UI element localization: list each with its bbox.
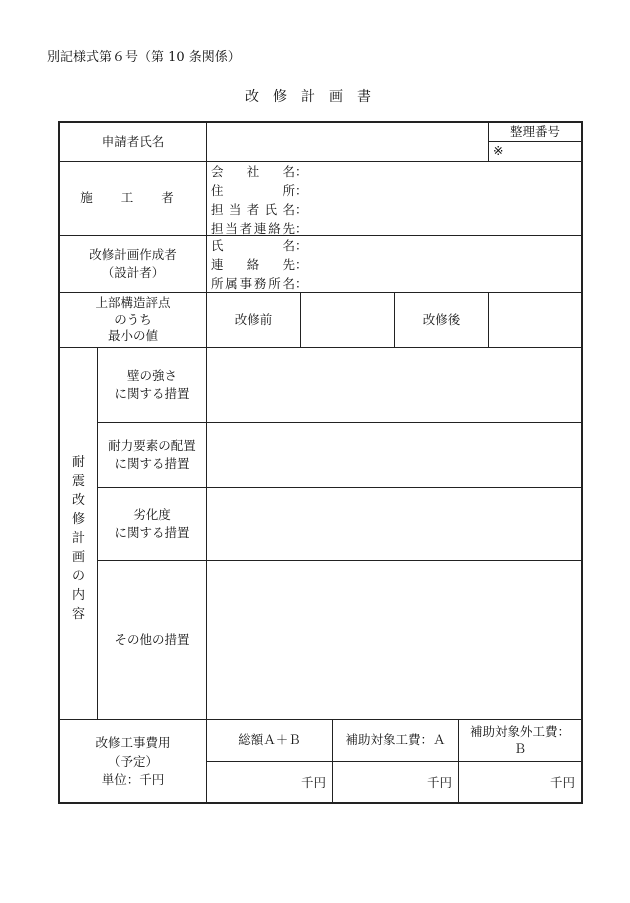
designer-label: 改修計画作成者 （設計者） xyxy=(89,246,177,280)
score-before-field[interactable] xyxy=(301,293,394,347)
score-label: 上部構造評点 のうち 最小の値 xyxy=(95,294,171,344)
wall-strength-field[interactable] xyxy=(207,348,581,422)
deterioration-field[interactable] xyxy=(207,488,581,560)
designer-name-field[interactable]: 氏名： xyxy=(211,238,308,253)
element-layout-field[interactable] xyxy=(207,423,581,487)
page-title: 改修計画書 xyxy=(245,89,385,105)
designer-office-field[interactable]: 所属事務所名： xyxy=(211,276,308,291)
element-layout-label: 耐力要素の配置 に関する措置 xyxy=(108,437,196,471)
reference-number-mark: ※ xyxy=(493,143,504,158)
nonsubsidy-cost-label: 補助対象外工費： Ｂ xyxy=(469,723,570,756)
designer-fields xyxy=(211,236,308,293)
deterioration-label: 劣化度 に関する措置 xyxy=(114,506,190,540)
contractor-contact-field[interactable]: 担当者連絡先： xyxy=(211,221,308,236)
form-number-header: 別記様式第６号（第 10 条関係） xyxy=(47,50,241,65)
nonsubsidy-cost-field[interactable]: 千円 xyxy=(549,774,575,790)
cost-label: 改修工事費用 （予定） 単位：千円 xyxy=(95,734,171,788)
contractor-person-field[interactable]: 担当者氏名： xyxy=(211,202,308,217)
renovation-plan-form xyxy=(58,121,583,804)
applicant-label: 申請者氏名 xyxy=(101,133,165,149)
contractor-fields xyxy=(211,162,308,238)
subsidy-cost-field[interactable]: 千円 xyxy=(426,774,452,790)
contractor-company-field[interactable]: 会社名： xyxy=(211,164,308,179)
contractor-label: 施 工 者 xyxy=(80,190,186,206)
subsidy-cost-label: 補助対象工費：Ａ xyxy=(345,732,446,748)
score-after-field[interactable] xyxy=(489,293,581,347)
measures-section-label: 耐 震 改 修 計 画 の 内 容 xyxy=(71,455,85,622)
score-after-label: 改修後 xyxy=(422,311,461,327)
other-measures-label: その他の措置 xyxy=(114,631,190,647)
designer-contact-field[interactable]: 連絡先： xyxy=(211,257,308,272)
other-measures-field[interactable] xyxy=(207,561,581,719)
row-divider xyxy=(488,141,581,142)
contractor-address-field[interactable]: 住所： xyxy=(211,183,308,198)
total-cost-label: 総額Ａ＋Ｂ xyxy=(238,732,301,748)
wall-strength-label: 壁の強さ に関する措置 xyxy=(114,367,190,401)
reference-number-label: 整理番号 xyxy=(509,123,560,139)
total-cost-field[interactable]: 千円 xyxy=(300,774,326,790)
score-before-label: 改修前 xyxy=(234,311,273,327)
applicant-name-field[interactable] xyxy=(207,123,488,161)
